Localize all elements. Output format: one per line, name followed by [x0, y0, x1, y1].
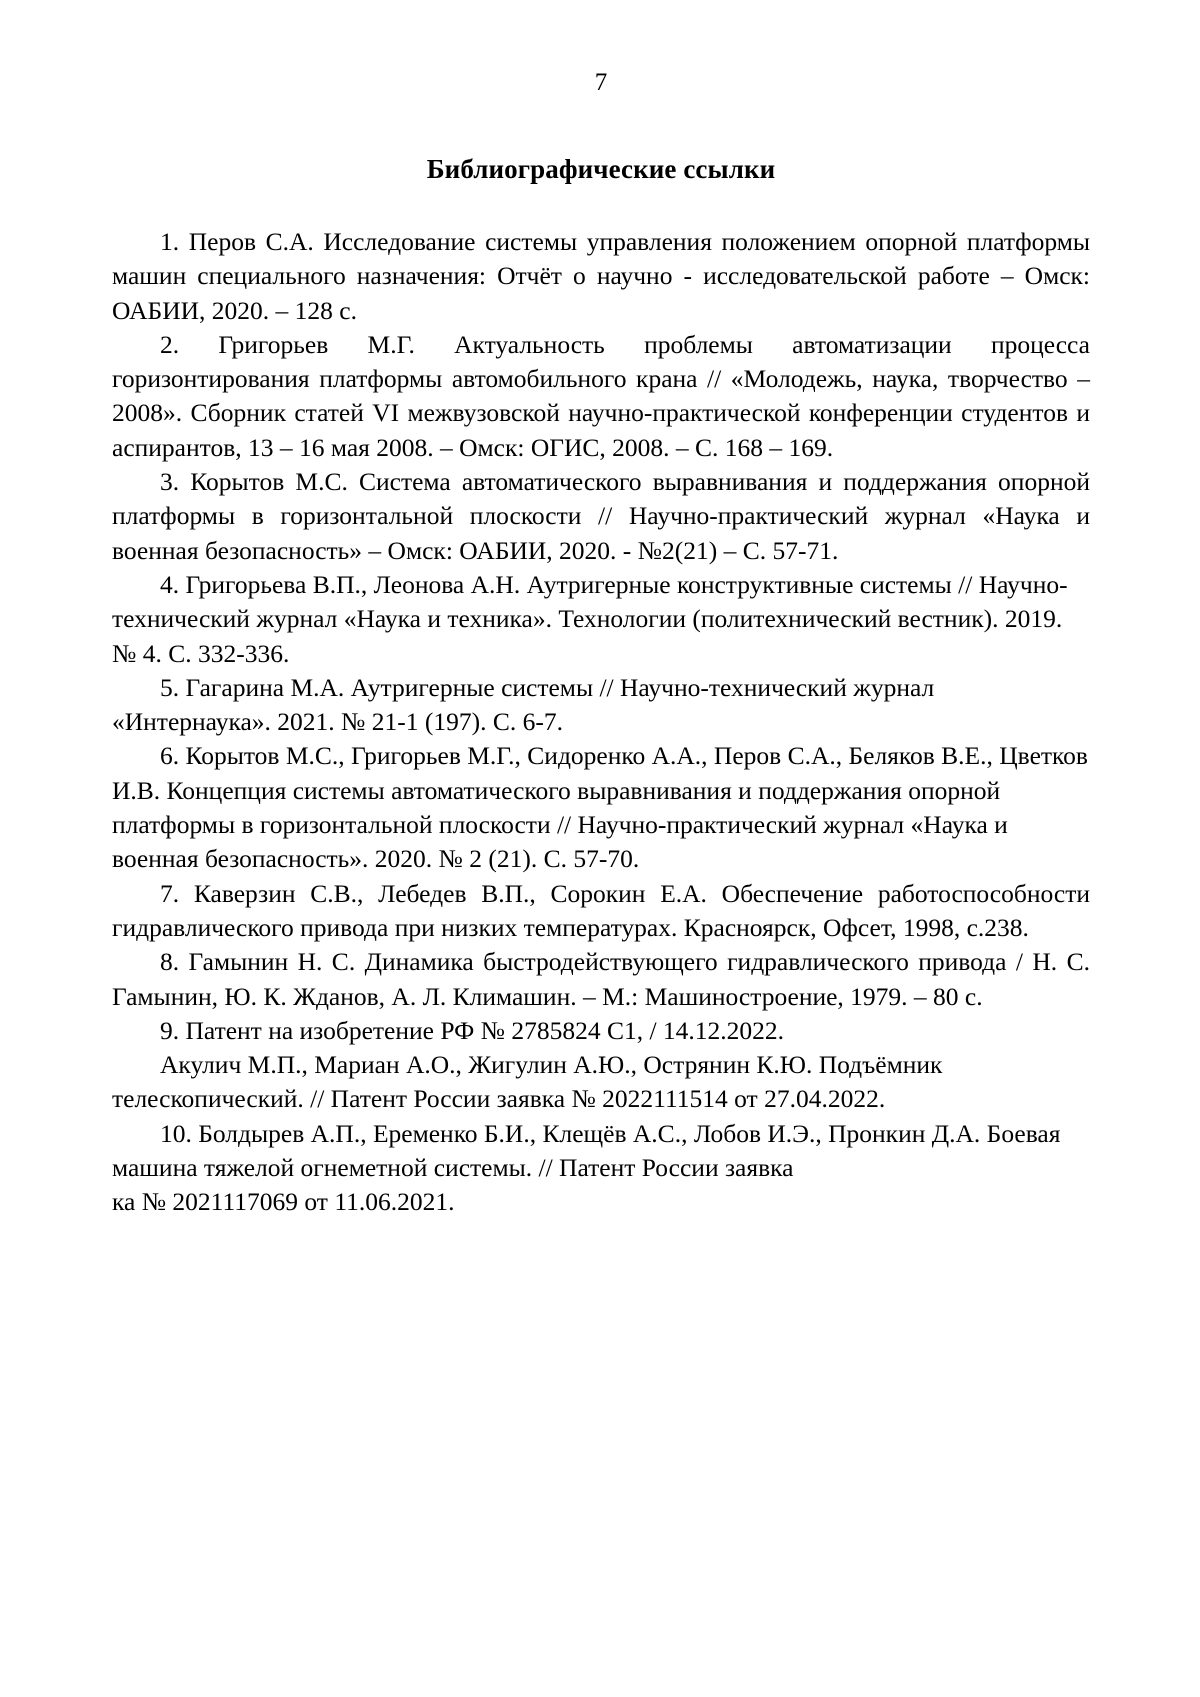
reference-item: 9. Патент на изобретение РФ № 2785824 С1, / 14.12.2022.	[160, 1015, 785, 1045]
reference-item: 5. Гагарина М.А. Аутригерные системы // Научно-технический журнал «Интернаука». 2021. № 21-1 (197). С. 6-7.	[112, 672, 935, 737]
reference-item: 7. Каверзин С.В., Лебедев В.П., Сорокин Е.А. Обеспечение работоспособности гидравлического привода при низких температурах. Красноярск, Офсет, 1998, с.238.	[112, 878, 1090, 942]
reference-list	[112, 225, 1090, 1220]
reference-item: Акулич М.П., Мариан А.О., Жигулин А.Ю., Острянин К.Ю. Подъёмник телескопический. // Патент России заявка № 2022111514 от 27.04.2022.	[112, 1050, 943, 1114]
page-number: 7	[594, 69, 608, 96]
reference-item: 8. Гамынин Н. С. Динамика быстродействующего гидравлического привода / Н. С. Гамынин, Ю. К. Жданов, А. Л. Климашин. – М.: Машиностроение, 1979. – 80 с.	[112, 947, 1090, 1011]
reference-item: 10. Болдырев А.П., Еременко Б.И., Клещёв А.С., Лобов И.Э., Пронкин Д.А. Боевая машина тяжелой огнеметной системы. // Патент России заявка	[112, 1118, 1061, 1183]
reference-item: 4. Григорьева В.П., Леонова А.Н. Аутригерные конструктивные системы // Научно-технический журнал «Наука и техника». Технологии (политехнический вестник). 2019. № 4. С. 332-336.	[112, 569, 1068, 668]
page-title: Библиографические ссылки	[426, 154, 776, 184]
reference-item: ка № 2021117069 от 11.06.2021.	[112, 1187, 455, 1217]
reference-item: 3. Корытов М.С. Система автоматического выравнивания и поддержания опорной платформы в горизонтальной плоскости // Научно-практический журнал «Наука и военная безопасность» – Омск: ОАБИИ, 2020. - №2(21) – С. 57-71.	[112, 467, 1090, 565]
reference-item: 2. Григорьев М.Г. Актуальность проблемы автоматизации процесса горизонтирования платформы автомобильного крана // «Молодежь, наука, творчество – 2008». Сборник статей VI межвузовской научно-практической конференции студентов и аспирантов, 13 – 16 мая 2008. – Омск: ОГИС, 2008. – С. 168 – 169.	[112, 329, 1090, 462]
reference-item: 6. Корытов М.С., Григорьев М.Г., Сидоренко А.А., Перов С.А., Беляков В.Е., Цветков И.В. Концепция системы автоматического выравнивания и поддержания опорной платформы в горизонтальной плоскости // Научно-практический журнал «Наука и военная безопасность». 2020. № 2 (21). С. 57-70.	[112, 741, 1088, 874]
reference-item: 1. Перов С.А. Исследование системы управления положением опорной платформы машин специального назначения: Отчёт о научно - исследовательской работе – Омск: ОАБИИ, 2020. – 128 с.	[112, 227, 1090, 325]
